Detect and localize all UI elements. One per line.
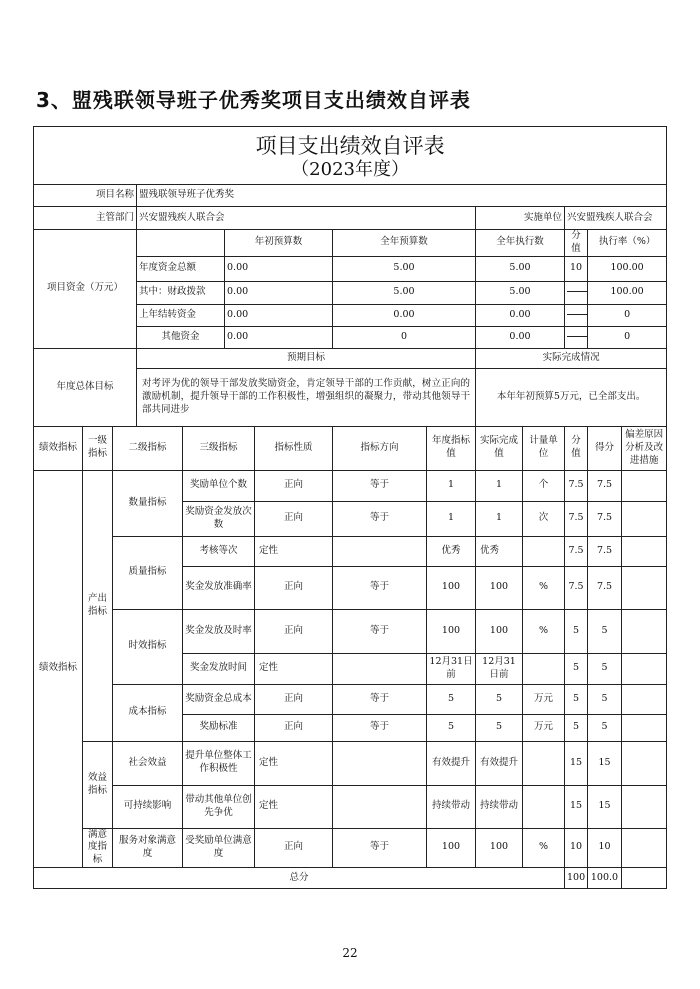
indicator-row bbox=[34, 828, 667, 867]
level3-cell: 奖励单位个数 bbox=[183, 470, 255, 501]
direction-cell: 等于 bbox=[333, 714, 427, 741]
score-cell: 7.5 bbox=[565, 470, 588, 501]
target-cell: 持续带动 bbox=[427, 785, 476, 828]
level3-cell: 奖励资金发放次数 bbox=[183, 501, 255, 536]
ind-header: 三级指标 bbox=[183, 426, 255, 470]
self-evaluation-table bbox=[33, 126, 667, 889]
got-cell: 5 bbox=[588, 653, 622, 684]
score-cell: 5 bbox=[565, 653, 588, 684]
direction-cell: 等于 bbox=[333, 828, 427, 867]
got-cell: 7.5 bbox=[588, 536, 622, 566]
nature-cell: 正向 bbox=[255, 714, 333, 741]
got-cell: 5 bbox=[588, 714, 622, 741]
actual-cell: 1 bbox=[476, 501, 523, 536]
unit-cell: 万元 bbox=[523, 714, 565, 741]
nature-cell: 正向 bbox=[255, 684, 333, 714]
deviation-cell bbox=[622, 501, 667, 536]
level1-output: 产出指标 bbox=[83, 470, 113, 741]
nature-cell: 正向 bbox=[255, 566, 333, 609]
level3-cell: 考核等次 bbox=[183, 536, 255, 566]
deviation-cell bbox=[622, 714, 667, 741]
actual-cell: 5 bbox=[476, 714, 523, 741]
project-name-label: 项目名称 bbox=[34, 185, 137, 207]
ind-header: 指标方向 bbox=[333, 426, 427, 470]
funds-row-name: 其他资金 bbox=[137, 326, 225, 348]
deviation-cell bbox=[622, 785, 667, 828]
goal-expected-header: 预期目标 bbox=[137, 348, 476, 368]
goal-expected-text: 对考评为优的领导干部发放奖励资金，肯定领导干部的工作贡献，树立正向的激励机制，提升领导干部的工作积极性，增强组织的凝聚力，带动其他领导干部共同进步 bbox=[137, 368, 476, 426]
direction-cell bbox=[333, 785, 427, 828]
project-name: 盟残联领导班子优秀奖 bbox=[137, 185, 667, 207]
funds-header: 分值 bbox=[565, 230, 588, 257]
direction-cell bbox=[333, 536, 427, 566]
target-cell: 100 bbox=[427, 566, 476, 609]
total-row bbox=[34, 868, 667, 889]
got-cell: 15 bbox=[588, 785, 622, 828]
level2-service: 服务对象满意度 bbox=[113, 828, 183, 867]
level3-cell: 带动其他单位创先争优 bbox=[183, 785, 255, 828]
score-cell: 10 bbox=[565, 828, 588, 867]
deviation-cell bbox=[622, 653, 667, 684]
actual-cell: 100 bbox=[476, 828, 523, 867]
level3-cell: 奖励资金总成本 bbox=[183, 684, 255, 714]
funds-cell bbox=[565, 304, 588, 326]
unit-cell bbox=[523, 741, 565, 785]
got-cell: 10 bbox=[588, 828, 622, 867]
page-number: 22 bbox=[342, 946, 358, 960]
score-cell: 7.5 bbox=[565, 536, 588, 566]
goal-label: 年度总体目标 bbox=[34, 348, 137, 426]
got-cell: 15 bbox=[588, 741, 622, 785]
funds-cell: 5.00 bbox=[476, 256, 565, 281]
funds-label: 项目资金（万元） bbox=[34, 230, 137, 349]
level3-cell: 受奖励单位满意度 bbox=[183, 828, 255, 867]
funds-row-name: 上年结转资金 bbox=[137, 304, 225, 326]
unit-cell: % bbox=[523, 828, 565, 867]
got-cell: 5 bbox=[588, 684, 622, 714]
direction-cell: 等于 bbox=[333, 566, 427, 609]
actual-cell: 有效提升 bbox=[476, 741, 523, 785]
deviation-cell bbox=[622, 684, 667, 714]
funds-cell: 0.00 bbox=[225, 281, 333, 304]
score-cell: 15 bbox=[565, 785, 588, 828]
level3-cell: 奖金发放及时率 bbox=[183, 609, 255, 653]
nature-cell: 正向 bbox=[255, 609, 333, 653]
funds-cell: 10 bbox=[565, 256, 588, 281]
indicator-row bbox=[34, 470, 667, 501]
level3-cell: 奖金发放时间 bbox=[183, 653, 255, 684]
level2-cost: 成本指标 bbox=[113, 684, 183, 741]
score-cell: 7.5 bbox=[565, 566, 588, 609]
dept-label: 主管部门 bbox=[34, 207, 137, 230]
funds-header: 执行率（%） bbox=[588, 230, 667, 257]
deviation-cell bbox=[622, 566, 667, 609]
got-cell: 7.5 bbox=[588, 501, 622, 536]
unit-cell bbox=[523, 653, 565, 684]
score-cell: 7.5 bbox=[565, 501, 588, 536]
funds-cell: 0.00 bbox=[476, 326, 565, 348]
deviation-cell bbox=[622, 536, 667, 566]
section-heading: 3、盟残联领导班子优秀奖项目支出绩效自评表 bbox=[36, 88, 471, 112]
score-cell: 5 bbox=[565, 609, 588, 653]
direction-cell bbox=[333, 741, 427, 785]
target-cell: 1 bbox=[427, 470, 476, 501]
ind-header: 年度指标值 bbox=[427, 426, 476, 470]
level3-cell: 奖金发放准确率 bbox=[183, 566, 255, 609]
funds-cell: 0 bbox=[588, 326, 667, 348]
actual-cell: 1 bbox=[476, 470, 523, 501]
target-cell: 5 bbox=[427, 684, 476, 714]
table-title: 项目支出绩效自评表 bbox=[255, 133, 445, 158]
direction-cell: 等于 bbox=[333, 684, 427, 714]
score-cell: 5 bbox=[565, 684, 588, 714]
total-score: 100 bbox=[565, 868, 588, 889]
indicator-row bbox=[34, 785, 667, 828]
dash-line bbox=[567, 291, 588, 292]
got-cell: 7.5 bbox=[588, 470, 622, 501]
funds-header: 年初预算数 bbox=[225, 230, 333, 257]
indicator-row bbox=[34, 741, 667, 785]
ind-header: 偏差原因分析及改进措施 bbox=[622, 426, 667, 470]
ind-header: 得分 bbox=[588, 426, 622, 470]
indicator-outer-label: 绩效指标 bbox=[34, 470, 83, 867]
target-cell: 100 bbox=[427, 609, 476, 653]
ind-header: 计量单位 bbox=[523, 426, 565, 470]
actual-cell: 5 bbox=[476, 684, 523, 714]
ind-header: 分值 bbox=[565, 426, 588, 470]
unit-cell: 个 bbox=[523, 470, 565, 501]
unit-cell: 次 bbox=[523, 501, 565, 536]
nature-cell: 定性 bbox=[255, 653, 333, 684]
funds-cell: 0.00 bbox=[476, 304, 565, 326]
table-year: （2023年度） bbox=[291, 158, 409, 180]
indicator-row bbox=[34, 684, 667, 714]
level3-cell: 提升单位整体工作积极性 bbox=[183, 741, 255, 785]
target-cell: 优秀 bbox=[427, 536, 476, 566]
funds-cell: 100.00 bbox=[588, 256, 667, 281]
ind-header: 绩效指标 bbox=[34, 426, 83, 470]
level1-benefit: 效益指标 bbox=[83, 741, 113, 828]
actual-cell: 优秀 bbox=[476, 536, 523, 566]
got-cell: 5 bbox=[588, 609, 622, 653]
funds-cell: 5.00 bbox=[476, 281, 565, 304]
actual-cell: 持续带动 bbox=[476, 785, 523, 828]
impl-label: 实施单位 bbox=[476, 207, 565, 230]
score-cell: 5 bbox=[565, 714, 588, 741]
target-cell: 5 bbox=[427, 714, 476, 741]
level3-cell: 奖励标准 bbox=[183, 714, 255, 741]
direction-cell: 等于 bbox=[333, 609, 427, 653]
actual-cell: 100 bbox=[476, 609, 523, 653]
unit-cell bbox=[523, 785, 565, 828]
unit-cell: % bbox=[523, 566, 565, 609]
goal-actual-text: 本年年初预算5万元，已全部支出。 bbox=[476, 368, 667, 426]
direction-cell: 等于 bbox=[333, 470, 427, 501]
indicator-row bbox=[34, 609, 667, 653]
indicator-row bbox=[34, 536, 667, 566]
nature-cell: 正向 bbox=[255, 501, 333, 536]
nature-cell: 定性 bbox=[255, 785, 333, 828]
got-cell: 7.5 bbox=[588, 566, 622, 609]
dash-line bbox=[567, 336, 588, 337]
level1-satisfaction: 满意度指标 bbox=[83, 828, 113, 867]
level2-time: 时效指标 bbox=[113, 609, 183, 684]
funds-corner bbox=[137, 230, 225, 257]
actual-cell: 12月31日前 bbox=[476, 653, 523, 684]
funds-cell: 100.00 bbox=[588, 281, 667, 304]
table-title-cell bbox=[34, 127, 667, 185]
funds-cell: 0.00 bbox=[225, 256, 333, 281]
unit-cell: 万元 bbox=[523, 684, 565, 714]
funds-header: 全年预算数 bbox=[333, 230, 476, 257]
ind-header: 指标性质 bbox=[255, 426, 333, 470]
ind-header: 一级指标 bbox=[83, 426, 113, 470]
total-got: 100.0 bbox=[588, 868, 622, 889]
funds-cell: 5.00 bbox=[333, 281, 476, 304]
goal-actual-header: 实际完成情况 bbox=[476, 348, 667, 368]
level2-sustain: 可持续影响 bbox=[113, 785, 183, 828]
funds-cell: 0.00 bbox=[225, 326, 333, 348]
dash-line bbox=[567, 314, 588, 315]
funds-cell: 0.00 bbox=[333, 304, 476, 326]
funds-row-name: 其中：财政拨款 bbox=[137, 281, 225, 304]
funds-header: 全年执行数 bbox=[476, 230, 565, 257]
funds-cell: 0 bbox=[588, 304, 667, 326]
direction-cell: 等于 bbox=[333, 501, 427, 536]
funds-cell: 0.00 bbox=[225, 304, 333, 326]
funds-cell bbox=[565, 326, 588, 348]
funds-cell: 5.00 bbox=[333, 256, 476, 281]
funds-cell: 0 bbox=[333, 326, 476, 348]
deviation-cell bbox=[622, 828, 667, 867]
level2-quantity: 数量指标 bbox=[113, 470, 183, 536]
ind-header: 二级指标 bbox=[113, 426, 183, 470]
dept-value: 兴安盟残疾人联合会 bbox=[137, 207, 476, 230]
total-deviation bbox=[622, 868, 667, 889]
direction-cell bbox=[333, 653, 427, 684]
total-label: 总分 bbox=[34, 868, 565, 889]
deviation-cell bbox=[622, 609, 667, 653]
level2-quality: 质量指标 bbox=[113, 536, 183, 609]
funds-cell bbox=[565, 281, 588, 304]
ind-header: 实际完成值 bbox=[476, 426, 523, 470]
actual-cell: 100 bbox=[476, 566, 523, 609]
unit-cell bbox=[523, 536, 565, 566]
target-cell: 100 bbox=[427, 828, 476, 867]
funds-row-name: 年度资金总额 bbox=[137, 256, 225, 281]
nature-cell: 正向 bbox=[255, 828, 333, 867]
score-cell: 15 bbox=[565, 741, 588, 785]
unit-cell: % bbox=[523, 609, 565, 653]
deviation-cell bbox=[622, 741, 667, 785]
impl-value: 兴安盟残疾人联合会 bbox=[565, 207, 667, 230]
target-cell: 有效提升 bbox=[427, 741, 476, 785]
level2-social: 社会效益 bbox=[113, 741, 183, 785]
target-cell: 12月31日前 bbox=[427, 653, 476, 684]
nature-cell: 正向 bbox=[255, 470, 333, 501]
deviation-cell bbox=[622, 470, 667, 501]
target-cell: 1 bbox=[427, 501, 476, 536]
nature-cell: 定性 bbox=[255, 536, 333, 566]
nature-cell: 定性 bbox=[255, 741, 333, 785]
